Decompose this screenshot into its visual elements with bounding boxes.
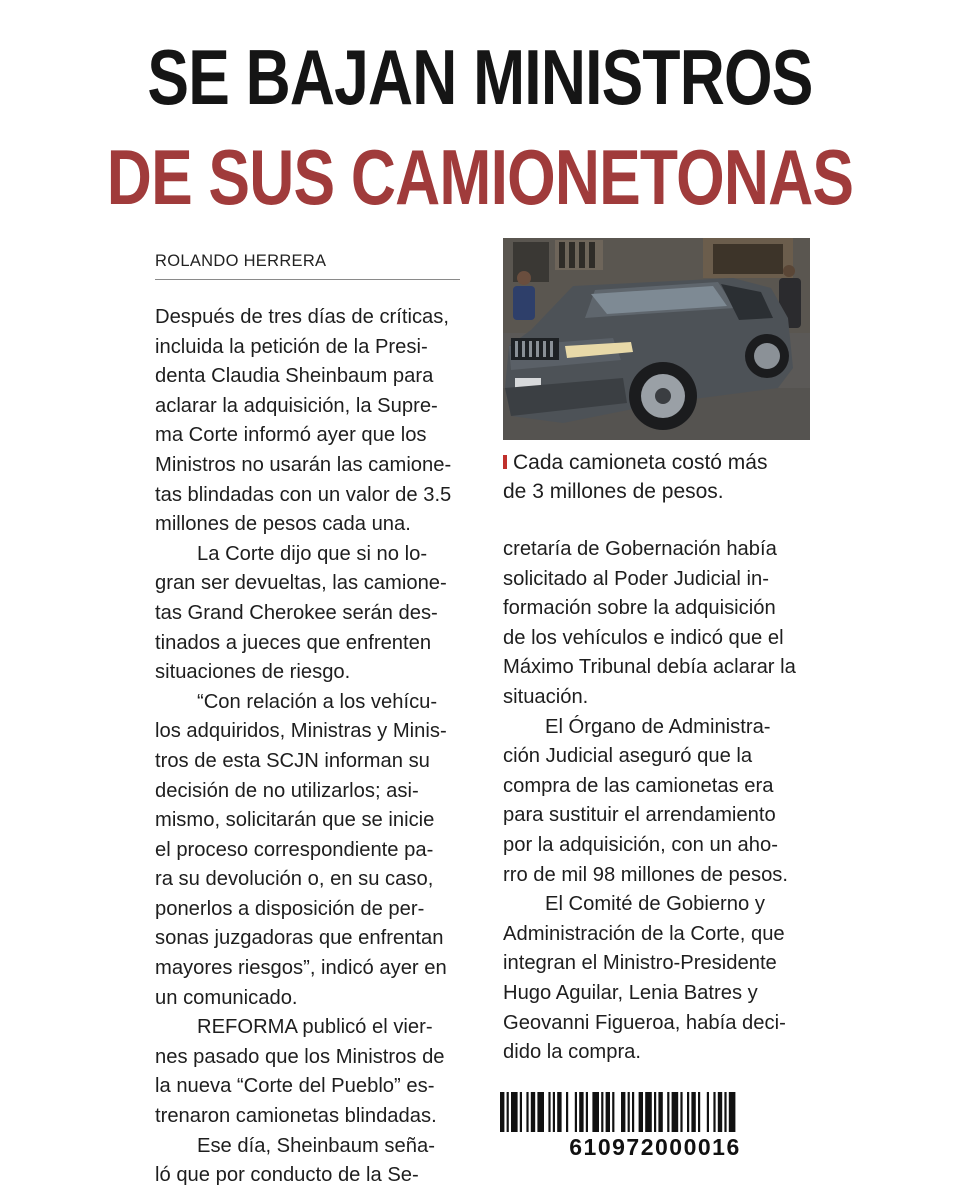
article-line: denta Claudia Sheinbaum para	[155, 365, 434, 388]
barcode-bar	[606, 1092, 610, 1132]
byline: ROLANDO HERRERA	[155, 252, 460, 280]
barcode-bar	[718, 1092, 722, 1132]
barcode-bar	[566, 1092, 568, 1132]
article-line: REFORMA publicó el vier-	[197, 1016, 433, 1039]
article-line: Administración de la Corte, que	[503, 922, 785, 945]
barcode-bar	[601, 1092, 603, 1132]
article-line: sonas juzgadoras que enfrentan	[155, 927, 444, 950]
barcode-bar	[575, 1092, 577, 1132]
article-line: Ese día, Sheinbaum seña-	[197, 1134, 435, 1157]
barcode-bar	[557, 1092, 561, 1132]
article-line: mismo, solicitarán que se inicie	[155, 809, 435, 832]
photo-caption	[503, 448, 813, 506]
article-line: por la adquisición, con un aho-	[503, 833, 778, 856]
article-line: millones de pesos cada una.	[155, 513, 411, 536]
article-line: tas Grand Cherokee serán des-	[155, 601, 438, 624]
article-line: integran el Ministro-Presidente	[503, 952, 777, 975]
article-line: ma Corte informó ayer que los	[155, 424, 427, 447]
article-line: trenaron camionetas blindadas.	[155, 1105, 437, 1128]
article-line: ción Judicial aseguró que la	[503, 745, 753, 768]
article-line: de los vehículos e indicó que el	[503, 626, 784, 649]
barcode	[498, 1092, 812, 1132]
article-line: “Con relación a los vehícu-	[197, 690, 438, 713]
article-line: solicitado al Poder Judicial in-	[503, 567, 769, 590]
barcode-bar	[507, 1092, 509, 1132]
barcode-bar	[687, 1092, 689, 1132]
barcode-bar	[667, 1092, 669, 1132]
barcode-bar	[724, 1092, 726, 1132]
caption-marker	[503, 455, 507, 469]
article-line: El Comité de Gobierno y	[545, 893, 765, 916]
article-line: rro de mil 98 millones de pesos.	[503, 863, 789, 886]
barcode-bar	[691, 1092, 695, 1132]
article-line: incluida la petición de la Presi-	[155, 335, 428, 358]
article-line: Hugo Aguilar, Lenia Batres y	[503, 981, 758, 1004]
barcode-bar	[592, 1092, 599, 1132]
article-line: tinados a jueces que enfrenten	[155, 631, 432, 654]
article-line: mayores riesgos”, indicó ayer en	[155, 957, 447, 980]
article-line: Ministros no usarán las camione-	[155, 453, 452, 476]
article-line: la nueva “Corte del Pueblo” es-	[155, 1075, 435, 1098]
article-line: situaciones de riesgo.	[155, 661, 351, 684]
article-line: para sustituir el arrendamiento	[503, 804, 776, 827]
barcode-bar	[628, 1092, 630, 1132]
headline-line-2: DE SUS CAMIONETONAS	[106, 133, 854, 221]
barcode-bar	[654, 1092, 656, 1132]
barcode-bar	[531, 1092, 535, 1132]
article-line: ló que por conducto de la Se-	[155, 1164, 419, 1187]
barcode-bar	[621, 1092, 625, 1132]
article-line: La Corte dijo que si no lo-	[197, 542, 428, 565]
article-line: los adquiridos, Ministras y Minis-	[155, 720, 447, 743]
article-column-right	[503, 535, 813, 1068]
article-line: El Órgano de Administra-	[545, 715, 771, 738]
article-line: formación sobre la adquisición	[503, 597, 776, 620]
barcode-bar	[639, 1092, 643, 1132]
barcode-bar	[520, 1092, 522, 1132]
article-line: Geovanni Figueroa, había deci-	[503, 1011, 786, 1034]
barcode-bar	[658, 1092, 662, 1132]
article-line: un comunicado.	[155, 986, 298, 1009]
barcode-bar	[707, 1092, 709, 1132]
article-photo	[503, 238, 810, 440]
caption-line-2: de 3 millones de pesos.	[503, 480, 724, 503]
article-line: ponerlos a disposición de per-	[155, 897, 425, 920]
barcode-bar	[553, 1092, 555, 1132]
barcode-bar	[500, 1092, 504, 1132]
article-line: decisión de no utilizarlos; asi-	[155, 779, 419, 802]
article-line: nes pasado que los Ministros de	[155, 1045, 445, 1068]
barcode-bar	[672, 1092, 679, 1132]
caption-text-1: Cada camioneta costó más	[513, 451, 768, 474]
barcode-bar	[680, 1092, 682, 1132]
barcode-bar	[645, 1092, 652, 1132]
headline-line-1: SE BAJAN MINISTROS	[147, 33, 813, 121]
barcode-bar	[579, 1092, 583, 1132]
barcode-bar	[537, 1092, 544, 1132]
article-line: dido la compra.	[503, 1041, 642, 1064]
article-column-left	[155, 303, 465, 1191]
article-line: tros de esta SCJN informan su	[155, 749, 430, 772]
article-line: situación.	[503, 685, 589, 708]
article-line: tas blindadas con un valor de 3.5	[155, 483, 452, 506]
barcode-bar	[729, 1092, 736, 1132]
barcode-bar	[526, 1092, 528, 1132]
article-line: aclarar la adquisición, la Supre-	[155, 394, 438, 417]
caption-line-1	[503, 448, 813, 477]
article-line: Máximo Tribunal debía aclarar la	[503, 656, 796, 679]
barcode-bar	[698, 1092, 700, 1132]
article-line: gran ser devueltas, las camione-	[155, 572, 447, 595]
article-line: ra su devolución o, en su caso,	[155, 868, 434, 891]
barcode-bar	[632, 1092, 634, 1132]
barcode-bar	[511, 1092, 518, 1132]
barcode-bar	[612, 1092, 614, 1132]
article-line: cretaría de Gobernación había	[503, 538, 777, 560]
barcode-number: 610972000016	[569, 1134, 741, 1160]
article-line: Después de tres días de críticas,	[155, 306, 449, 328]
article-line: el proceso correspondiente pa-	[155, 838, 434, 861]
article-line: compra de las camionetas era	[503, 774, 774, 797]
barcode-bar	[713, 1092, 715, 1132]
barcode-bar	[586, 1092, 588, 1132]
barcode-bar	[548, 1092, 550, 1132]
